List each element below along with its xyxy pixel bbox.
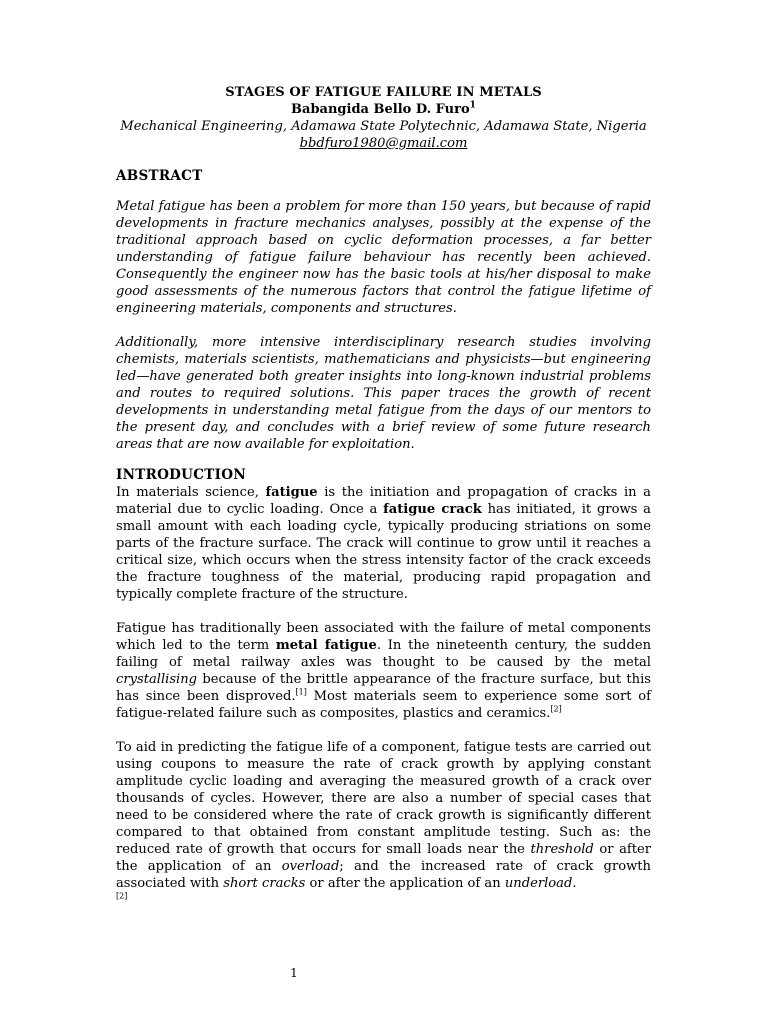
text-run: Fatigue has traditionally been associated with the failure of metal components which led to the term bbox=[116, 621, 651, 653]
text-run: . In the nineteenth century, the sudden failing of metal railway axles was thought to be caused by the metal bbox=[116, 638, 652, 670]
citation-ref[interactable]: [2] bbox=[116, 891, 128, 901]
author-line bbox=[116, 101, 651, 118]
term-fatigue-crack: fatigue crack bbox=[383, 502, 482, 517]
text-run: Most materials seem to experience some sort of fatigue-related failure such as composites, plastics and ceramics. bbox=[116, 689, 651, 721]
abstract-heading: ABSTRACT bbox=[116, 168, 203, 184]
author-affiliation: Mechanical Engineering, Adamawa State Polytechnic, Adamawa State, Nigeria bbox=[120, 119, 647, 134]
term-overload: overload bbox=[281, 859, 340, 874]
abstract-section bbox=[116, 198, 651, 453]
text-run: or after the application of an bbox=[305, 876, 505, 891]
term-short-cracks: short cracks bbox=[223, 876, 306, 891]
text-run: or after the application of an bbox=[116, 842, 651, 874]
page-number-text: 1 bbox=[290, 966, 298, 980]
author-name: Babangida Bello D. Furo bbox=[291, 102, 470, 117]
term-threshold: threshold bbox=[530, 842, 594, 857]
term-underload: underload bbox=[504, 876, 573, 891]
text-run: is the initiation and propagation of cracks in a material due to cyclic loading. Once a bbox=[116, 485, 651, 517]
page-number bbox=[0, 966, 768, 980]
author-email-link[interactable]: bbdfuro1980@gmail.com bbox=[299, 136, 468, 151]
text-run: because of the brittle appearance of the fracture surface, but this has since been disproved. bbox=[116, 672, 651, 704]
intro-paragraph-3 bbox=[116, 739, 651, 909]
text-run: . bbox=[572, 876, 577, 891]
author-superscript: 1 bbox=[469, 100, 476, 111]
term-fatigue: fatigue bbox=[265, 485, 318, 500]
paper-title: STAGES OF FATIGUE FAILURE IN METALS bbox=[225, 85, 542, 100]
introduction-section bbox=[116, 484, 651, 909]
abstract-paragraph-2: Additionally, more intensive interdisciplinary research studies involving chemists, materials scientists, mathematicians and physicists—but engineering led—have generated both greater insights into long-known industrial problems and routes to required solutions. This paper traces the growth of recent developments in understanding metal fatigue from the days of our mentors to the present day, and concludes with a brief review of some future research areas that are now available for exploitation. bbox=[116, 335, 651, 452]
text-run: In materials science, bbox=[116, 485, 266, 500]
intro-paragraph-1 bbox=[116, 484, 651, 603]
paper-header bbox=[116, 84, 651, 152]
term-crystallising: crystallising bbox=[116, 672, 198, 687]
abstract-paragraph-1: Metal fatigue has been a problem for more than 150 years, but because of rapid developments in fracture mechanics analyses, possibly at the expense of the traditional approach based on cyclic deformation processes, a far better understanding of fatigue failure behaviour has recently been achieved. Consequently the engineer now has the basic tools at his/her disposal to make good assessments of the numerous factors that control the fatigue lifetime of engineering materials, components and structures. bbox=[116, 199, 651, 316]
citation-ref[interactable]: [2] bbox=[550, 704, 562, 714]
intro-paragraph-2 bbox=[116, 620, 651, 722]
text-run: To aid in predicting the fatigue life of a component, fatigue tests are carried out using coupons to measure the rate of crack growth by applying constant amplitude cyclic loading and averaging the measured growth of a crack over thousands of cycles. However, there are also a number of special cases that need to be considered where the rate of crack growth is significantly different compared to that obtained from constant amplitude testing. Such as: the reduced rate of growth that occurs for small loads near the bbox=[116, 740, 651, 857]
text-run: has initiated, it grows a small amount with each loading cycle, typically producing striations on some parts of the fracture surface. The crack will continue to grow until it reaches a critical size, which occurs when the stress intensity factor of the crack exceeds the fracture toughness of the material, producing rapid propagation and typically complete fracture of the structure. bbox=[116, 502, 651, 602]
citation-ref[interactable]: [1] bbox=[295, 687, 307, 697]
introduction-heading: INTRODUCTION bbox=[116, 467, 246, 483]
term-metal-fatigue: metal fatigue bbox=[275, 638, 377, 653]
text-run: ; and the increased rate of crack growth associated with bbox=[116, 859, 651, 891]
document-page bbox=[116, 84, 651, 909]
